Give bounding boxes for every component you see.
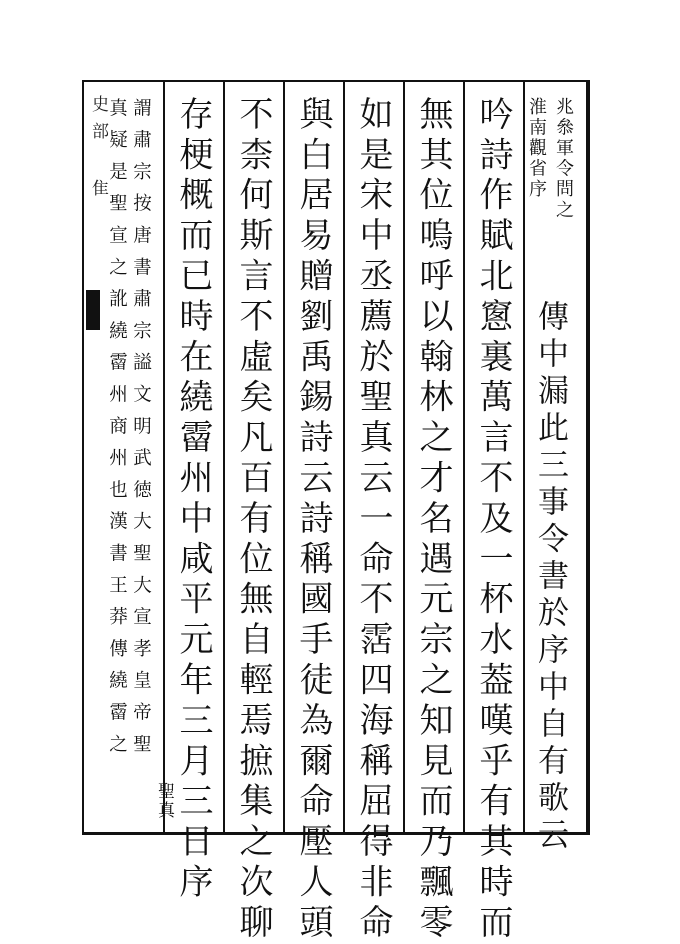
column-rule bbox=[163, 82, 165, 833]
text-column-10-annotation-b: 真疑是聖宣之訛繞霤州商州也漢書王莽傳繞霤之 bbox=[106, 98, 128, 766]
text-column-10-annotation-a: 謂肅宗按唐書肅宗謚文明武徳大聖大宣孝皇帝聖 bbox=[130, 98, 152, 766]
text-column-8: 不柰何斯言不虛矣凡百有位無自輕焉摭集之次聊 bbox=[233, 96, 273, 944]
column-rule bbox=[343, 82, 345, 833]
column-rule bbox=[463, 82, 465, 833]
text-column-6: 如是宋中丞薦於聖真云一命不霑四海稱屈得非命 bbox=[353, 96, 393, 944]
column-rule bbox=[283, 82, 285, 833]
text-column-9: 存梗概而已時在繞霤州中咸平元年三月三日序 bbox=[173, 96, 213, 904]
column-rule bbox=[523, 82, 525, 833]
edge-label: 史部 隹 bbox=[88, 95, 108, 206]
page-frame bbox=[82, 80, 590, 835]
text-column-9-note: 聖真 bbox=[154, 782, 174, 820]
text-column-3: 傳中漏此三事令書於序中自有歌云 bbox=[532, 300, 568, 855]
column-rule bbox=[223, 82, 225, 833]
text-column-4: 吟詩作賦北窻裏萬言不及一杯水葢嘆乎有其時而 bbox=[473, 96, 513, 944]
text-column-7: 與白居易贈劉禹錫詩云詩稱國手徒為爾命壓人頭 bbox=[293, 96, 333, 944]
column-rule bbox=[403, 82, 405, 833]
text-column-2: 淮南觀省序 bbox=[526, 97, 547, 200]
text-column-1: 兆叅軍令問之 bbox=[553, 97, 574, 221]
text-column-5: 無其位嗚呼以翰林之才名遇元宗之知見而乃飄零 bbox=[413, 96, 453, 944]
edge-block-mark bbox=[86, 290, 100, 330]
